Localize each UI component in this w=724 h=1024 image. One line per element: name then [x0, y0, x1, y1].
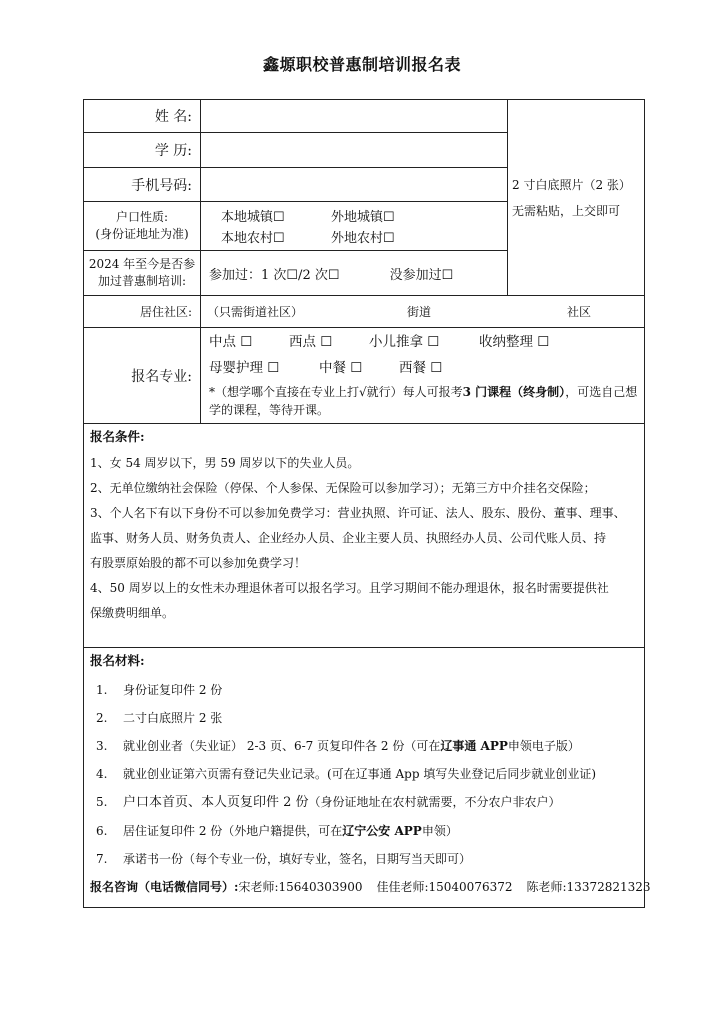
- history-label-line-2: 加过普惠制培训:: [97, 274, 187, 288]
- contact-heading: 报名咨询（电话微信同号）:: [90, 880, 239, 894]
- condition-item: 有股票原始股的都不可以参加免费学习！: [90, 556, 307, 570]
- material-item: 2. 二寸白底照片 2 张: [96, 711, 223, 725]
- community-hint: （只需街道社区）: [207, 305, 304, 319]
- option-local-rural[interactable]: 本地农村☐: [221, 231, 285, 246]
- major-label: 报名专业:: [84, 328, 201, 424]
- note-bold: 3 门课程（终身制）: [462, 384, 566, 399]
- training-history-options: [201, 251, 508, 296]
- conditions-heading: 报名条件:: [90, 429, 145, 444]
- major-organizing[interactable]: 收纳整理 ☐: [479, 333, 550, 350]
- conditions-section: [84, 424, 645, 648]
- note-suffix: ，可选自己想学的课程，等待开课。: [209, 384, 638, 417]
- photo-line-1: 2 寸白底照片（2 张）: [512, 177, 631, 192]
- material-item: 7. 承诺书一份（每个专业一份，填好专业，签名，日期写当天即可）: [96, 852, 472, 866]
- name-label: 姓 名:: [84, 100, 201, 133]
- district-label: 社区: [567, 305, 592, 319]
- street-label: 街道: [407, 305, 432, 319]
- photo-line-2: 无需粘贴，上交即可: [512, 203, 621, 218]
- condition-item: 保缴费明细单。: [90, 606, 175, 620]
- condition-item: 4、50 周岁以上的女性未办理退休者可以报名学习。且学习期间不能办理退休，报名时需要提供社: [90, 581, 609, 595]
- phone-field[interactable]: [201, 168, 508, 202]
- community-field[interactable]: [201, 296, 645, 328]
- condition-item: 监事、财务人员、财务负责人、企业经办人员、企业主要人员、执照经办人员、公司代账人员、持: [90, 531, 607, 545]
- hukou-label-line-1: 户口性质:: [115, 210, 169, 224]
- hukou-options: [201, 202, 508, 251]
- major-note: [201, 381, 644, 423]
- education-field[interactable]: [201, 133, 508, 168]
- option-nonlocal-rural[interactable]: 外地农村☐: [331, 231, 395, 246]
- hukou-label: [84, 202, 201, 251]
- hukou-label-line-2: (身份证地址为准): [95, 227, 189, 241]
- materials-section: [84, 648, 651, 908]
- major-western-cuisine[interactable]: 西餐 ☐: [399, 359, 443, 376]
- option-joined[interactable]: 参加过：1 次☐/2 次☐: [209, 267, 340, 283]
- material-item: 3. 就业创业者（失业证） 2-3 页、6-7 页复印件各 2 份（可在辽事通 APP申领电子版）: [96, 739, 580, 753]
- option-nonlocal-urban[interactable]: 外地城镇☐: [331, 210, 395, 225]
- registration-form: [83, 99, 651, 908]
- major-chinese-pastry[interactable]: 中点 ☐: [209, 333, 253, 350]
- contact-line: [90, 877, 651, 897]
- history-label-line-1: 2024 年至今是否参: [88, 257, 196, 271]
- material-item: 6. 居住证复印件 2 份（外地户籍提供，可在辽宁公安 APP申领）: [96, 824, 458, 838]
- condition-item: 2、无单位缴纳社会保险（停保、个人参保、无保险可以参加学习）；无第三方中介挂名交保险；: [90, 481, 596, 495]
- materials-heading: 报名材料:: [90, 653, 145, 668]
- option-local-urban[interactable]: 本地城镇☐: [221, 210, 285, 225]
- option-not-joined[interactable]: 没参加过☐: [389, 267, 454, 283]
- training-history-label: [84, 251, 201, 296]
- contact-jiajia[interactable]: 佳佳老师:15040076372: [376, 880, 513, 894]
- contact-song[interactable]: 宋老师:15640303900: [238, 880, 363, 894]
- name-field[interactable]: [201, 100, 508, 133]
- photo-requirement: [508, 100, 645, 296]
- material-item: 1. 身份证复印件 2 份: [96, 683, 223, 697]
- material-item: 4. 就业创业证第六页需有登记失业记录。(可在辽事通 App 填写失业登记后同步就业创业证): [96, 767, 597, 781]
- education-label: 学 历:: [84, 133, 201, 168]
- community-label: 居住社区:: [84, 296, 201, 328]
- major-chinese-cuisine[interactable]: 中餐 ☐: [319, 359, 363, 376]
- contact-chen[interactable]: 陈老师:13372821323: [526, 880, 651, 894]
- condition-item: 1、女 54 周岁以下，男 59 周岁以下的失业人员。: [90, 456, 360, 470]
- note-prefix: *（想学哪个直接在专业上打√就行）每人可报考: [209, 384, 463, 399]
- material-item: 5. 户口本首页、本人页复印件 2 份（身份证地址在农村就需要，不分农户非农户）: [96, 795, 561, 810]
- condition-item: 3、个人名下有以下身份不可以参加免费学习：营业执照、许可证、法人、股东、股份、董事、理事、: [90, 506, 626, 520]
- phone-label: 手机号码:: [84, 168, 201, 202]
- page-title: 鑫塬职校普惠制培训报名表: [262, 55, 461, 74]
- major-western-pastry[interactable]: 西点 ☐: [289, 333, 333, 350]
- major-infant-massage[interactable]: 小儿推拿 ☐: [369, 333, 440, 350]
- major-maternal-care[interactable]: 母婴护理 ☐: [209, 359, 280, 376]
- major-options: [201, 328, 645, 424]
